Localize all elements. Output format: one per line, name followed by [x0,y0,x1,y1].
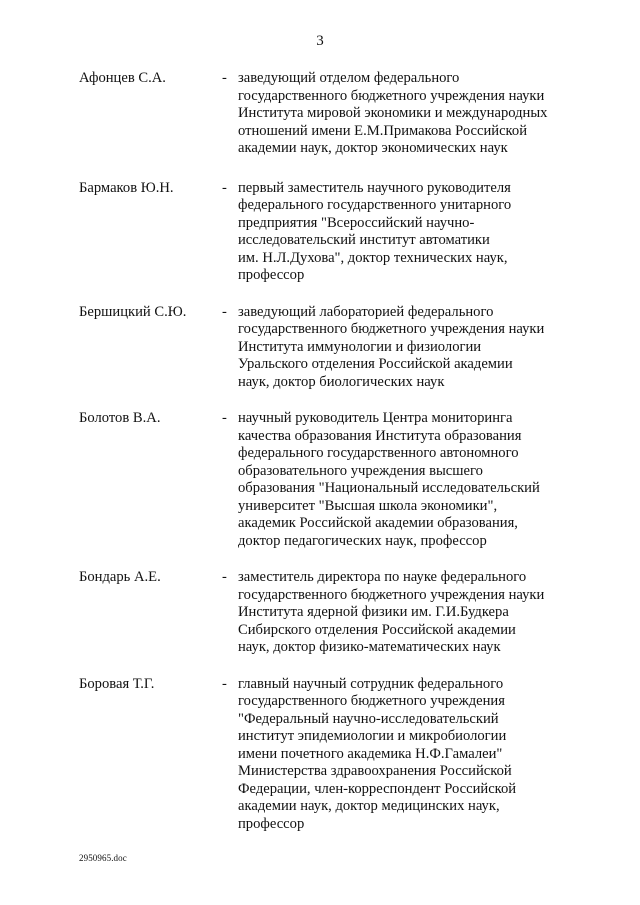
description-line: институт эпидемиологии и микробиологии [238,728,507,744]
member-description [238,70,568,158]
description-line: заведующий отделом федерального [238,70,460,86]
member-description [238,676,568,834]
member-description [238,410,568,550]
description-line: государственного бюджетного учреждения науки [238,87,545,104]
description-line: федерального государственного автономного [238,445,519,461]
description-line: "Федеральный научно-исследовательский [238,710,499,727]
description-line: заведующий лабораторией федерального [238,303,494,320]
description-line: университет "Высшая школа экономики", [238,497,498,514]
dash-separator: - [222,410,227,426]
description-line: Сибирского отделения Российской академии [238,621,516,638]
description-line: государственного бюджетного учреждения науки [238,586,545,603]
member-description [238,180,568,285]
member-entry [0,180,640,285]
description-line: заместитель директора по науке федерального [238,569,527,585]
member-description [238,569,568,657]
description-line: образования "Национальный исследовательский [238,480,540,496]
description-line: Уральского отделения Российской академии [238,356,513,372]
page-number: 3 [316,33,324,49]
description-line: профессор [238,815,305,832]
description-line: наук, доктор физико-математических наук [238,639,501,655]
description-line: Института ядерной физики им. Г.И.Будкера [238,604,509,620]
description-line: Института иммунологии и физиологии [238,338,482,355]
member-entry [0,410,640,550]
description-line: главный научный сотрудник федерального [238,675,504,692]
member-entry [0,70,640,158]
member-entry [0,304,640,392]
description-line: академии наук, доктор медицинских наук, [238,798,500,814]
member-name: Бершицкий С.Ю. [79,303,187,320]
description-line: образовательного учреждения высшего [238,462,483,479]
description-line: исследовательский институт автоматики [238,232,490,248]
member-name: Бондарь А.Е. [79,569,161,585]
member-list [0,70,640,833]
description-line: Федерации, член-корреспондент Российской [238,780,517,797]
description-line: отношений имени Е.М.Примакова Российской [238,122,528,139]
description-line: им. Н.Л.Духова", доктор технических наук, [238,249,508,266]
dash-separator: - [222,675,227,692]
member-name: Бармаков Ю.Н. [79,179,174,196]
description-line: государственного бюджетного учреждения науки [238,321,545,337]
description-line: государственного бюджетного учреждения [238,693,505,709]
member-name: Афонцев С.А. [79,70,166,86]
member-entry [0,569,640,657]
description-line: первый заместитель научного руководителя [238,179,511,196]
description-line: доктор педагогических наук, профессор [238,532,487,549]
member-entry [0,676,640,834]
dash-separator: - [222,70,227,86]
description-line: Министерства здравоохранения Российской [238,763,512,779]
description-line: федерального государственного унитарного [238,197,512,213]
description-line: академии наук, доктор экономических наук [238,140,508,156]
document-filename: 2950965.doc [79,853,127,863]
member-description [238,304,568,392]
description-line: Института мировой экономики и международных [238,105,548,121]
description-line: качества образования Института образования [238,427,522,444]
description-line: наук, доктор биологических наук [238,373,445,390]
description-line: академик Российской академии образования, [238,515,518,531]
member-name: Болотов В.А. [79,410,161,426]
description-line: профессор [238,267,305,283]
description-line: имени почетного академика Н.Ф.Гамалеи" [238,745,503,762]
dash-separator: - [222,569,227,585]
member-name: Боровая Т.Г. [79,675,155,692]
description-line: научный руководитель Центра мониторинга [238,410,513,426]
dash-separator: - [222,303,227,320]
description-line: предприятия "Всероссийский научно- [238,214,475,231]
dash-separator: - [222,179,227,196]
